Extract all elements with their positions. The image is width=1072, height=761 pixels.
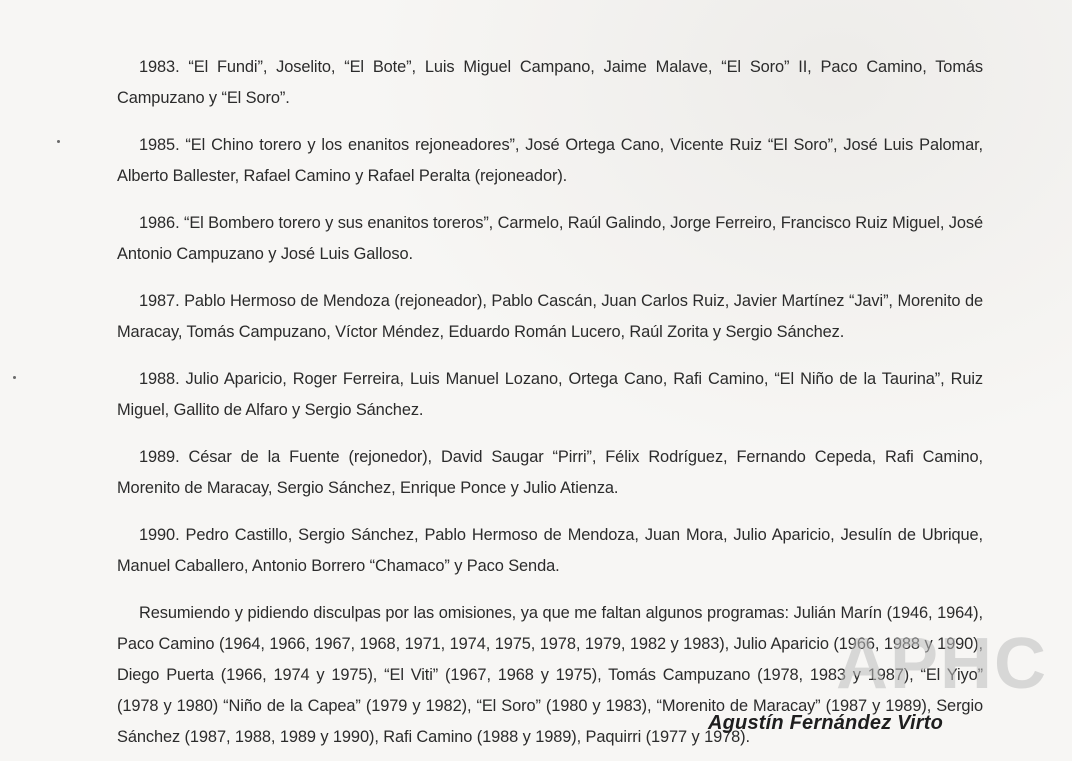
paragraph-1989: 1989. César de la Fuente (rejonedor), David Saugar “Pirri”, Félix Rodríguez, Fernando Cepeda, Rafi Camino, Morenito de Maracay, Sergio Sánchez, Enrique Ponce y Julio Atienza. [117, 448, 983, 497]
paragraph-summary: Resumiendo y pidiendo disculpas por las omisiones, ya que me faltan algunos programas: Julián Marín (1946, 1964), Paco Camino (1964, 1966, 1967, 1968, 1971, 1974, 1975, 1978, 1979, 1982 y 1983), Julio Aparicio (1966, 1988 y 1990), Diego Puerta (1966, 1974 y 1975), “El Viti” (1967, 1968 y 1975), Tomás Campuzano (1978, 1983 y 1987), “El Yiyo” (1978 y 1980) “Niño de la Capea” (1979 y 1982), “El Soro” (1980 y 1983), “Morenito de Maracay” (1987 y 1989), Sergio Sánchez (1987, 1988, 1989 y 1990), Rafi Camino (1988 y 1989), Paquirri (1977 y 1978). [117, 604, 983, 746]
paragraph-1986: 1986. “El Bombero torero y sus enanitos toreros”, Carmelo, Raúl Galindo, Jorge Ferreiro, Francisco Ruiz Miguel, José Antonio Campuzano y José Luis Galloso. [117, 214, 983, 263]
paragraph-1990: 1990. Pedro Castillo, Sergio Sánchez, Pablo Hermoso de Mendoza, Juan Mora, Julio Aparicio, Jesulín de Ubrique, Manuel Caballero, Antonio Borrero “Chamaco” y Paco Senda. [117, 526, 983, 575]
paragraph-1988: 1988. Julio Aparicio, Roger Ferreira, Luis Manuel Lozano, Ortega Cano, Rafi Camino, “El Niño de la Taurina”, Ruiz Miguel, Gallito de Alfaro y Sergio Sánchez. [117, 370, 983, 419]
paragraph-1987: 1987. Pablo Hermoso de Mendoza (rejoneador), Pablo Cascán, Juan Carlos Ruiz, Javier Martínez “Javi”, Morenito de Maracay, Tomás Campuzano, Víctor Méndez, Eduardo Román Lucero, Raúl Zorita y Sergio Sánchez. [117, 292, 983, 341]
scan-speck [13, 376, 16, 379]
article-text [117, 52, 983, 753]
scan-speck [57, 140, 60, 143]
author-signature: Agustín Fernández Virto [708, 712, 943, 734]
watermark-logo: APHC [836, 624, 1049, 704]
paragraph-1983: 1983. “El Fundi”, Joselito, “El Bote”, Luis Miguel Campano, Jaime Malave, “El Soro” II, Paco Camino, Tomás Campuzano y “El Soro”. [117, 58, 983, 107]
paragraph-1985: 1985. “El Chino torero y los enanitos rejoneadores”, José Ortega Cano, Vicente Ruiz “El Soro”, José Luis Palomar, Alberto Ballester, Rafael Camino y Rafael Peralta (rejoneador). [117, 136, 983, 185]
